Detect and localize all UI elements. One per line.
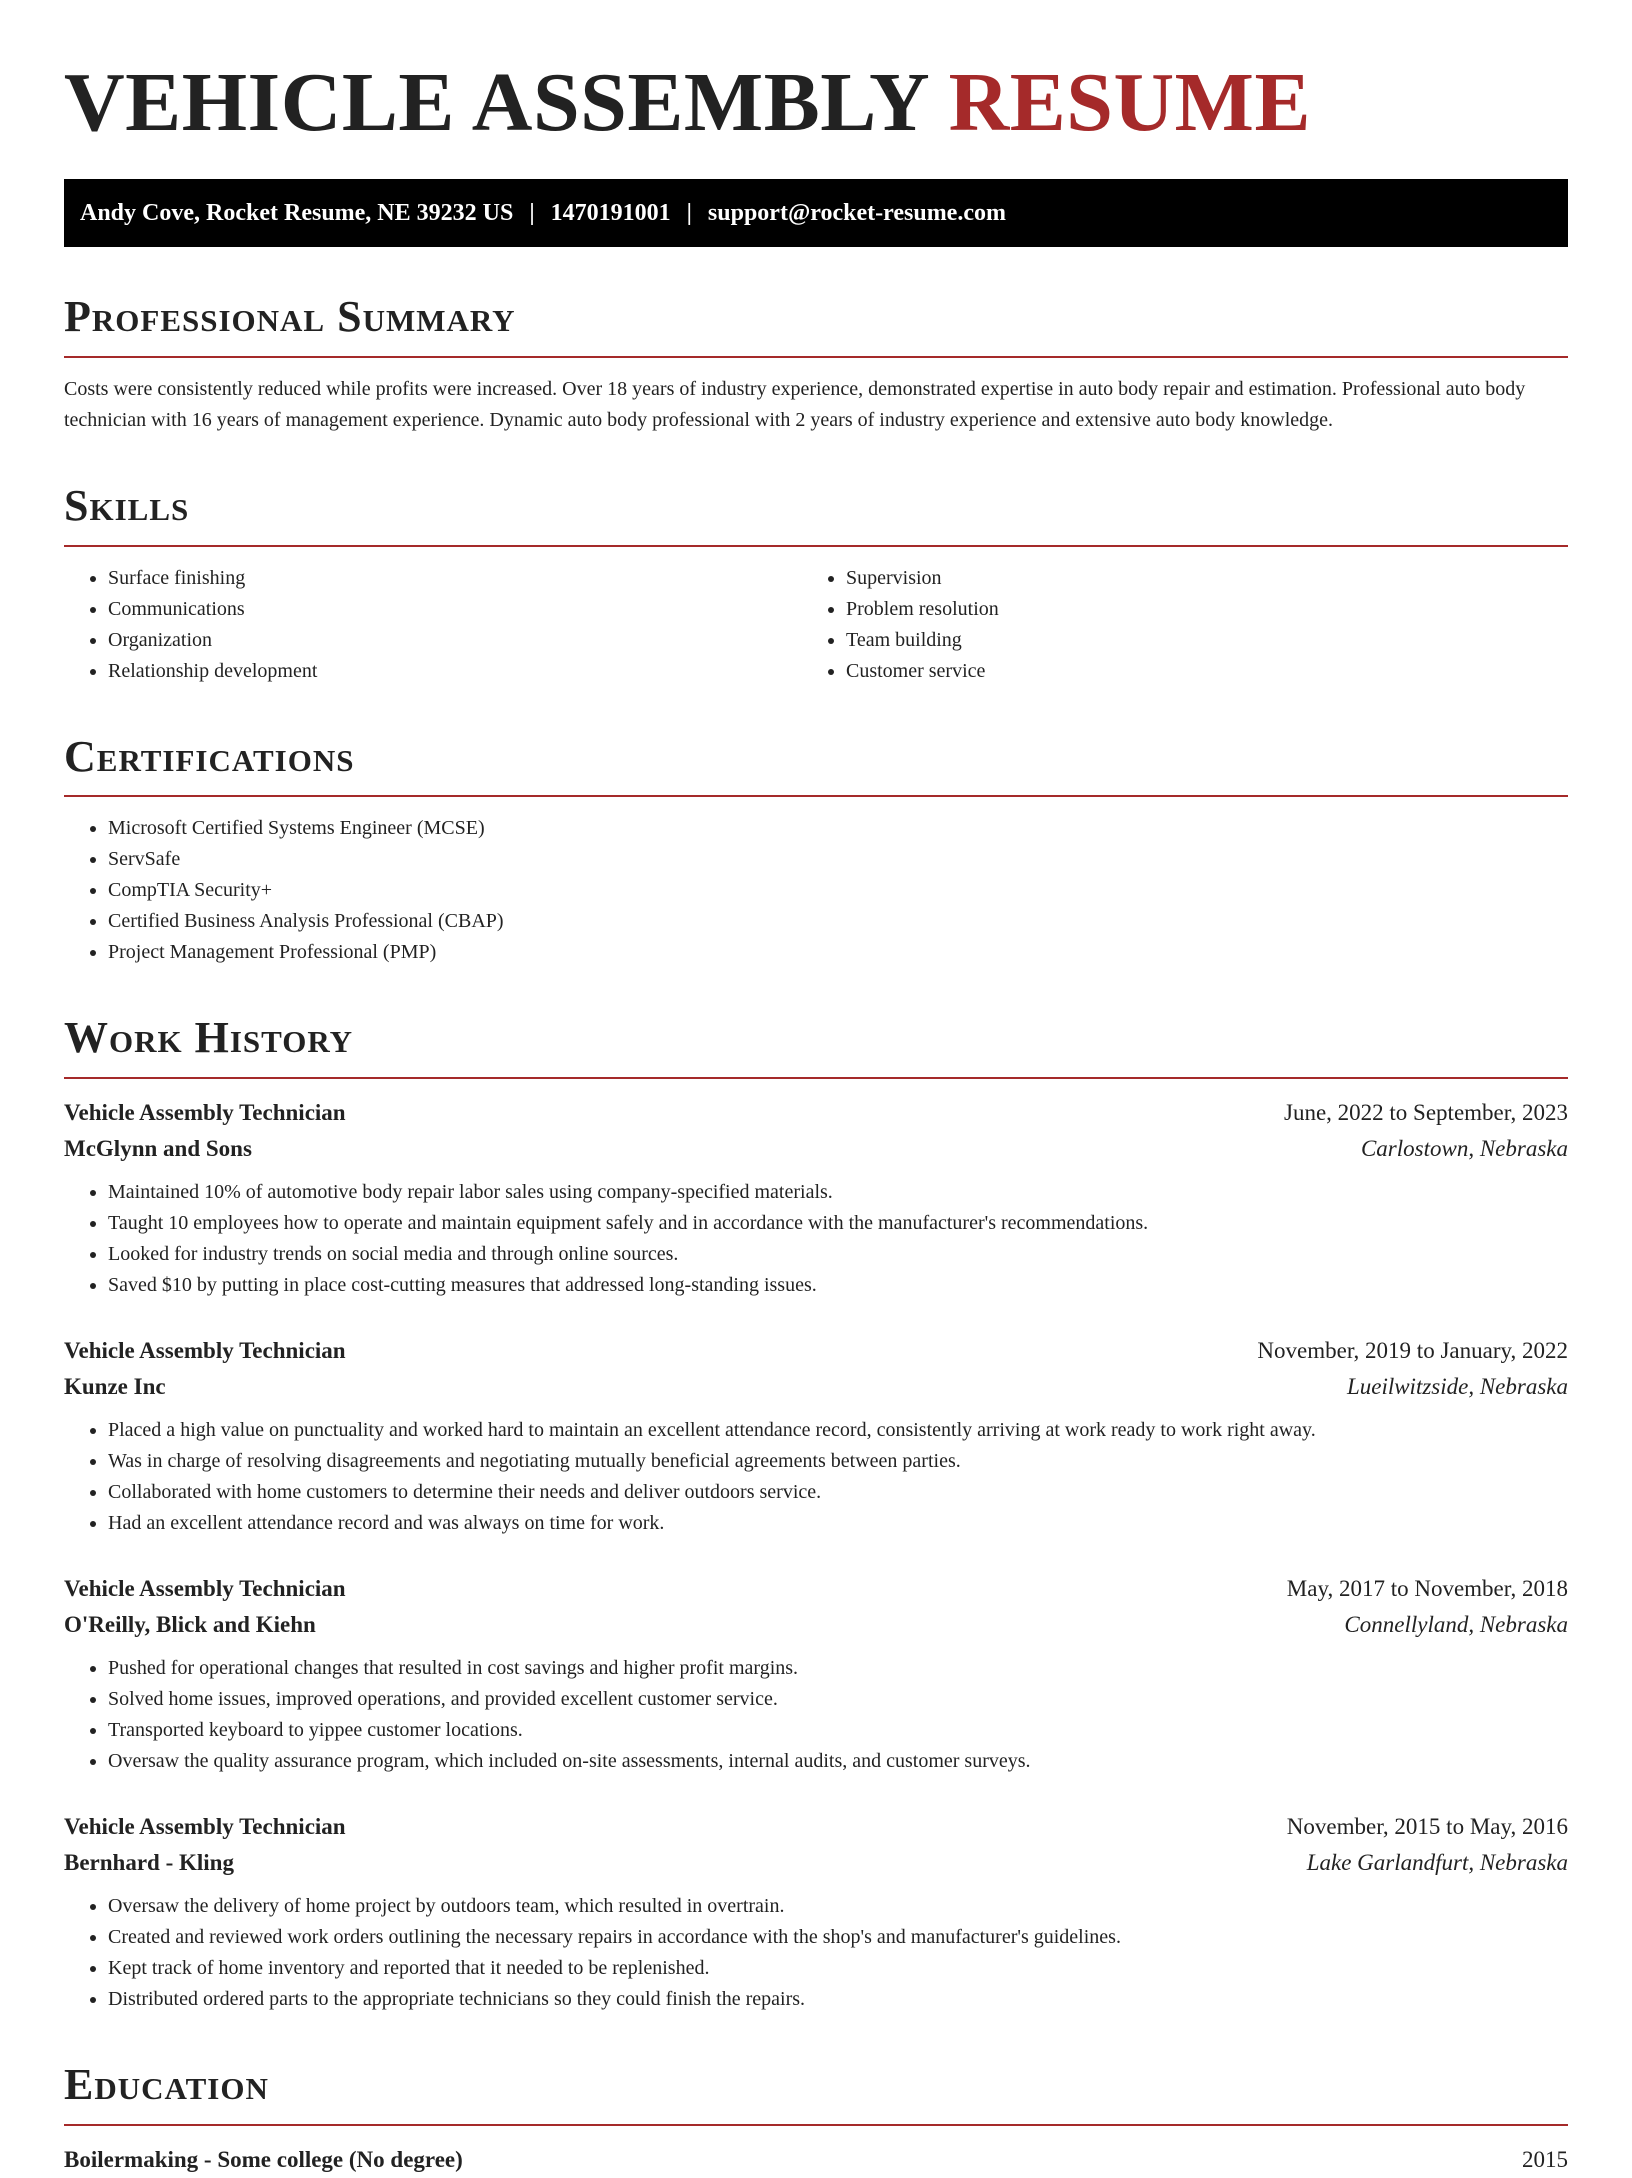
job-duty: • Oversaw the delivery of home project by outdoors team, which resulted in overtrain.	[108, 1891, 1568, 1922]
skills-grid	[64, 563, 1568, 687]
section-divider	[64, 795, 1568, 797]
job-title: Vehicle Assembly Technician	[64, 1338, 346, 1364]
job-duty: • Placed a high value on punctuality and worked hard to maintain an excellent attendance record, consistently arriving at work ready to work right away.	[108, 1415, 1568, 1446]
skill-item: • Communications	[108, 594, 816, 625]
job-duty: • Oversaw the quality assurance program, which included on-site assessments, internal audits, and customer surveys.	[108, 1746, 1568, 1777]
section-heading: Education	[64, 2060, 269, 2110]
job-location: Connellyland, Nebraska	[1344, 1612, 1568, 1638]
job-duty: • Maintained 10% of automotive body repair labor sales using company-specified materials.	[108, 1177, 1568, 1208]
contact-email: support@rocket-resume.com	[707, 199, 1006, 226]
job-duty: • Pushed for operational changes that resulted in cost savings and higher profit margins.	[108, 1653, 1568, 1684]
job-duty: • Was in charge of resolving disagreements and negotiating mutually beneficial agreements between parties.	[108, 1446, 1568, 1477]
job-entry	[64, 1333, 1568, 1539]
resume-title	[64, 50, 1568, 155]
section-divider	[64, 356, 1568, 358]
job-dates: May, 2017 to November, 2018	[1286, 1576, 1568, 1602]
job-title: Vehicle Assembly Technician	[64, 1100, 346, 1126]
job-entry	[64, 1095, 1568, 1301]
contact-bar	[64, 179, 1568, 247]
skills-section	[64, 480, 1568, 687]
skill-item: • Surface finishing	[108, 563, 816, 594]
job-duty: • Saved $10 by putting in place cost-cutting measures that addressed long-standing issues.	[108, 1270, 1568, 1301]
job-company: O'Reilly, Blick and Kiehn	[64, 1612, 316, 1638]
job-location: Lake Garlandfurt, Nebraska	[1306, 1850, 1568, 1876]
section-divider	[64, 2124, 1568, 2126]
contact-separator: |	[529, 199, 535, 226]
certifications-section	[64, 731, 1568, 969]
job-duties	[64, 1891, 1568, 2015]
job-entry	[64, 1809, 1568, 2015]
job-company: Kunze Inc	[64, 1374, 166, 1400]
job-duty: • Transported keyboard to yippee customer locations.	[108, 1715, 1568, 1746]
certification-item: • Project Management Professional (PMP)	[108, 937, 1568, 968]
job-entry	[64, 1571, 1568, 1777]
contact-separator: |	[686, 199, 692, 226]
skills-list-left	[64, 563, 816, 687]
section-divider	[64, 1077, 1568, 1079]
title-main: VEHICLE ASSEMBLY	[64, 56, 928, 149]
title-accent: RESUME	[948, 56, 1311, 149]
job-duty: • Kept track of home inventory and reported that it needed to be replenished.	[108, 1953, 1568, 1984]
skills-list-right	[816, 563, 1568, 687]
job-duty: • Taught 10 employees how to operate and maintain equipment safely and in accordance with the manufacturer's recommendations.	[108, 1208, 1568, 1239]
job-company: McGlynn and Sons	[64, 1136, 252, 1162]
section-heading: Certifications	[64, 731, 355, 781]
job-duty: • Had an excellent attendance record and was always on time for work.	[108, 1508, 1568, 1539]
certification-item: • Certified Business Analysis Professional (CBAP)	[108, 906, 1568, 937]
skill-item: • Problem resolution	[846, 594, 1568, 625]
section-heading: Skills	[64, 480, 190, 530]
job-dates: June, 2022 to September, 2023	[1284, 1100, 1568, 1126]
contact-phone: 1470191001	[550, 199, 671, 226]
summary-section	[64, 291, 1568, 436]
job-duties	[64, 1653, 1568, 1777]
section-divider	[64, 545, 1568, 547]
section-heading: Professional Summary	[64, 292, 516, 341]
job-dates: November, 2015 to May, 2016	[1286, 1814, 1568, 1840]
job-duty: • Collaborated with home customers to determine their needs and deliver outdoors service.	[108, 1477, 1568, 1508]
skill-item: • Organization	[108, 625, 816, 656]
certification-item: • Microsoft Certified Systems Engineer (MCSE)	[108, 813, 1568, 844]
certifications-list	[64, 813, 1568, 968]
education-degree: Boilermaking - Some college (No degree)	[64, 2146, 463, 2172]
certification-item: • ServSafe	[108, 844, 1568, 875]
education-entry	[64, 2142, 1568, 2178]
summary-text: Costs were consistently reduced while profits were increased. Over 18 years of industry experience, demonstrated expertise in auto body repair and estimation. Professional auto body technician with 16 years of management experience. Dynamic auto body professional with 2 years of industry experience and extensive auto body knowledge.	[64, 377, 1526, 431]
job-company: Bernhard - Kling	[64, 1850, 234, 1876]
education-section	[64, 2059, 1568, 2178]
skill-item: • Relationship development	[108, 656, 816, 687]
job-title: Vehicle Assembly Technician	[64, 1814, 346, 1840]
job-title: Vehicle Assembly Technician	[64, 1576, 346, 1602]
certification-item: • CompTIA Security+	[108, 875, 1568, 906]
job-duty: • Looked for industry trends on social media and through online sources.	[108, 1239, 1568, 1270]
job-duty: • Distributed ordered parts to the appropriate technicians so they could finish the repairs.	[108, 1984, 1568, 2015]
job-location: Carlostown, Nebraska	[1360, 1136, 1568, 1162]
job-duty: • Solved home issues, improved operations, and provided excellent customer service.	[108, 1684, 1568, 1715]
skill-item: • Team building	[846, 625, 1568, 656]
contact-address: Andy Cove, Rocket Resume, NE 39232 US	[80, 199, 514, 226]
work-history-section	[64, 1012, 1568, 2015]
skill-item: • Customer service	[846, 656, 1568, 687]
job-duties	[64, 1415, 1568, 1539]
job-location: Lueilwitzside, Nebraska	[1346, 1374, 1568, 1400]
job-duty: • Created and reviewed work orders outlining the necessary repairs in accordance with the shop's and manufacturer's guidelines.	[108, 1922, 1568, 1953]
education-year: 2015	[1522, 2146, 1568, 2172]
job-dates: November, 2019 to January, 2022	[1257, 1338, 1568, 1364]
section-heading: Work History	[64, 1013, 354, 1063]
skill-item: • Supervision	[846, 563, 1568, 594]
job-duties	[64, 1177, 1568, 1301]
